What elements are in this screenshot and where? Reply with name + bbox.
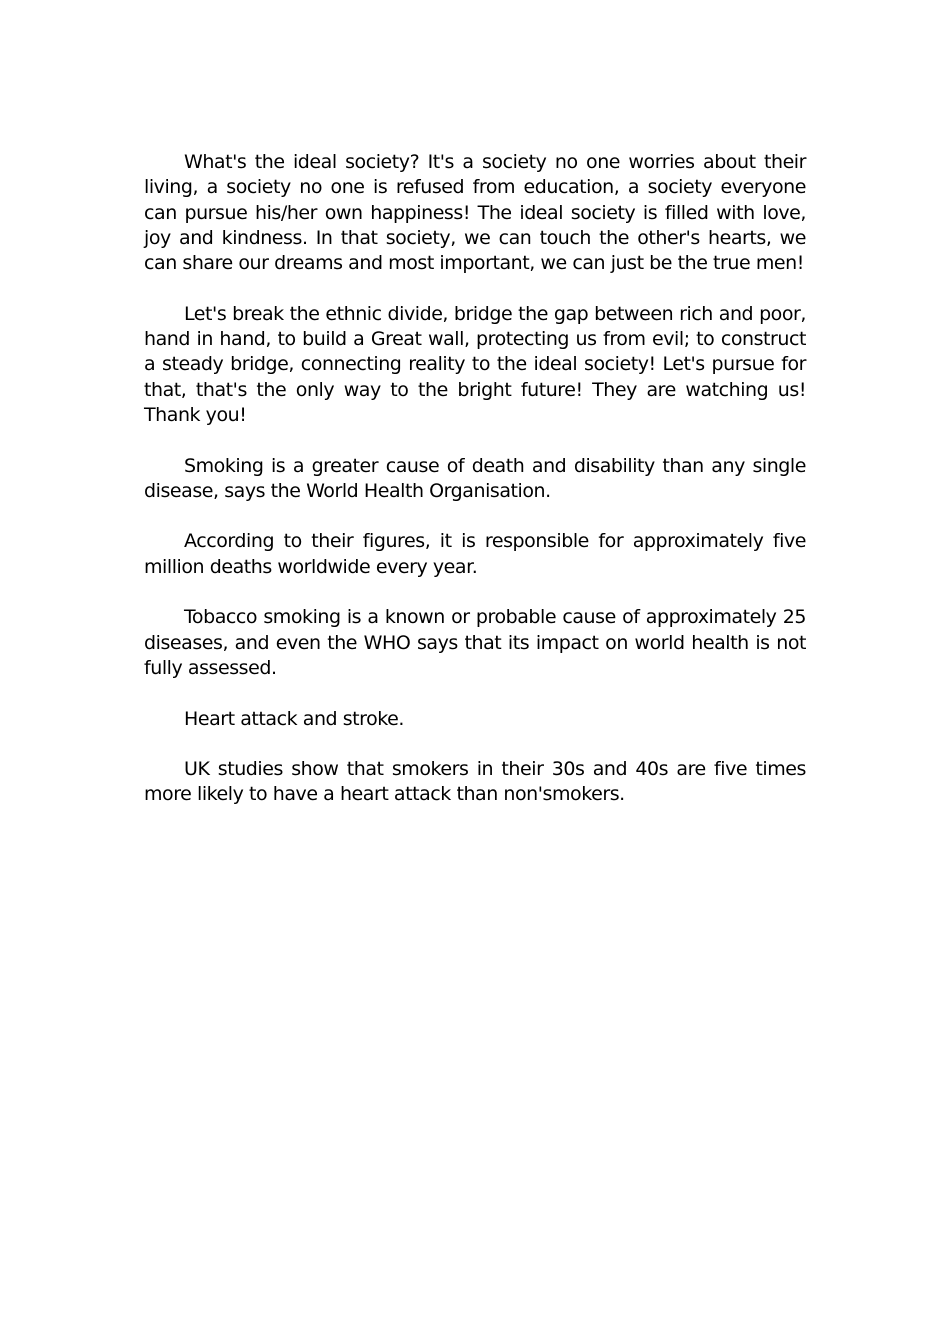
paragraph-tobacco-diseases: Tobacco smoking is a known or probable cause of approximately 25 diseases, and even the WHO says that its impact on world health is not fully assessed. (144, 606, 806, 679)
paragraph-smoking-cause: Smoking is a greater cause of death and disability than any single disease, says the World Health Organisation. (144, 454, 806, 502)
paragraph-death-figures: According to their figures, it is responsible for approximately five million deaths worldwide every year. (144, 530, 806, 578)
paragraph-ethnic-divide: Let's break the ethnic divide, bridge the gap between rich and poor, hand in hand, to build a Great wall, protecting us from evil; to construct a steady bridge, connecting reality to the ideal society! Let's pursue for that, that's the only way to the bright future! They are watching us! Thank you! (144, 302, 806, 426)
paragraph-heart-attack-heading: Heart attack and stroke. (184, 707, 405, 730)
document-page (144, 150, 806, 833)
paragraph-ideal-society: What's the ideal society? It's a society no one worries about their living, a society no one is refused from education, a society everyone can pursue his/her own happiness! The ideal society is filled with love, joy and kindness. In that society, we can touch the other's hearts, we can share our dreams and most important, we can just be the true men! (144, 151, 806, 275)
paragraph-uk-studies: UK studies show that smokers in their 30s and 40s are five times more likely to have a heart attack than non'smokers. (144, 758, 806, 806)
